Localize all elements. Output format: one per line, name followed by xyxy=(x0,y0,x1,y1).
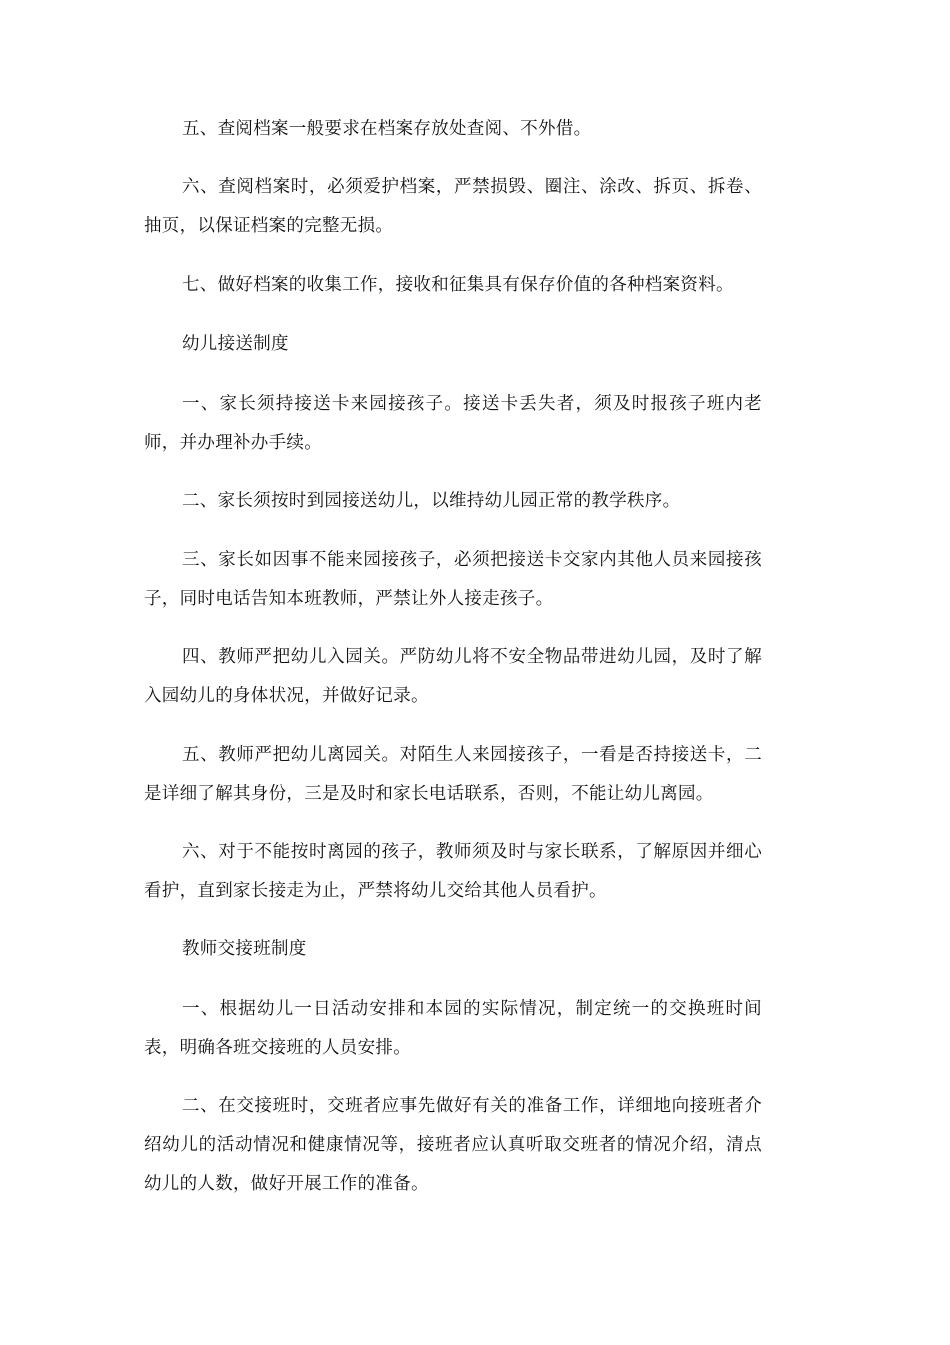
handover-rule-1: 一、根据幼儿一日活动安排和本园的实际情况，制定统一的交换班时间表，明确各班交接班的人员安排。 xyxy=(144,999,762,1058)
section-heading-pickup: 幼儿接送制度 xyxy=(182,334,289,354)
pickup-rule-5: 五、教师严把幼儿离园关。对陌生人来园接孩子，一看是否持接送卡，二是详细了解其身份，三是及时和家长电话联系，否则，不能让幼儿离园。 xyxy=(144,745,762,804)
section-heading-handover: 教师交接班制度 xyxy=(182,939,307,959)
archive-rule-7: 七、做好档案的收集工作，接收和征集具有保存价值的各种档案资料。 xyxy=(182,275,734,295)
pickup-rule-1: 一、家长须持接送卡来园接孩子。接送卡丢失者，须及时报孩子班内老师，并办理补办手续。 xyxy=(144,394,762,453)
archive-rule-5: 五、查阅档案一般要求在档案存放处查阅、不外借。 xyxy=(182,119,592,139)
pickup-rule-2: 二、家长须按时到园接送幼儿，以维持幼儿园正常的教学秩序。 xyxy=(182,491,681,511)
pickup-rule-6: 六、对于不能按时离园的孩子，教师须及时与家长联系，了解原因并细心看护，直到家长接走为止，严禁将幼儿交给其他人员看护。 xyxy=(144,842,762,901)
pickup-rule-3: 三、家长如因事不能来园接孩子，必须把接送卡交家内其他人员来园接孩子，同时电话告知本班教师，严禁让外人接走孩子。 xyxy=(144,550,762,609)
pickup-rule-4: 四、教师严把幼儿入园关。严防幼儿将不安全物品带进幼儿园，及时了解入园幼儿的身体状况，并做好记录。 xyxy=(144,647,762,706)
handover-rule-2: 二、在交接班时，交班者应事先做好有关的准备工作，详细地向接班者介绍幼儿的活动情况和健康情况等，接班者应认真听取交班者的情况介绍，清点幼儿的人数，做好开展工作的准备。 xyxy=(144,1096,762,1194)
archive-rule-6: 六、查阅档案时，必须爱护档案，严禁损毁、圈注、涂改、拆页、拆卷、抽页，以保证档案的完整无损。 xyxy=(144,177,762,236)
